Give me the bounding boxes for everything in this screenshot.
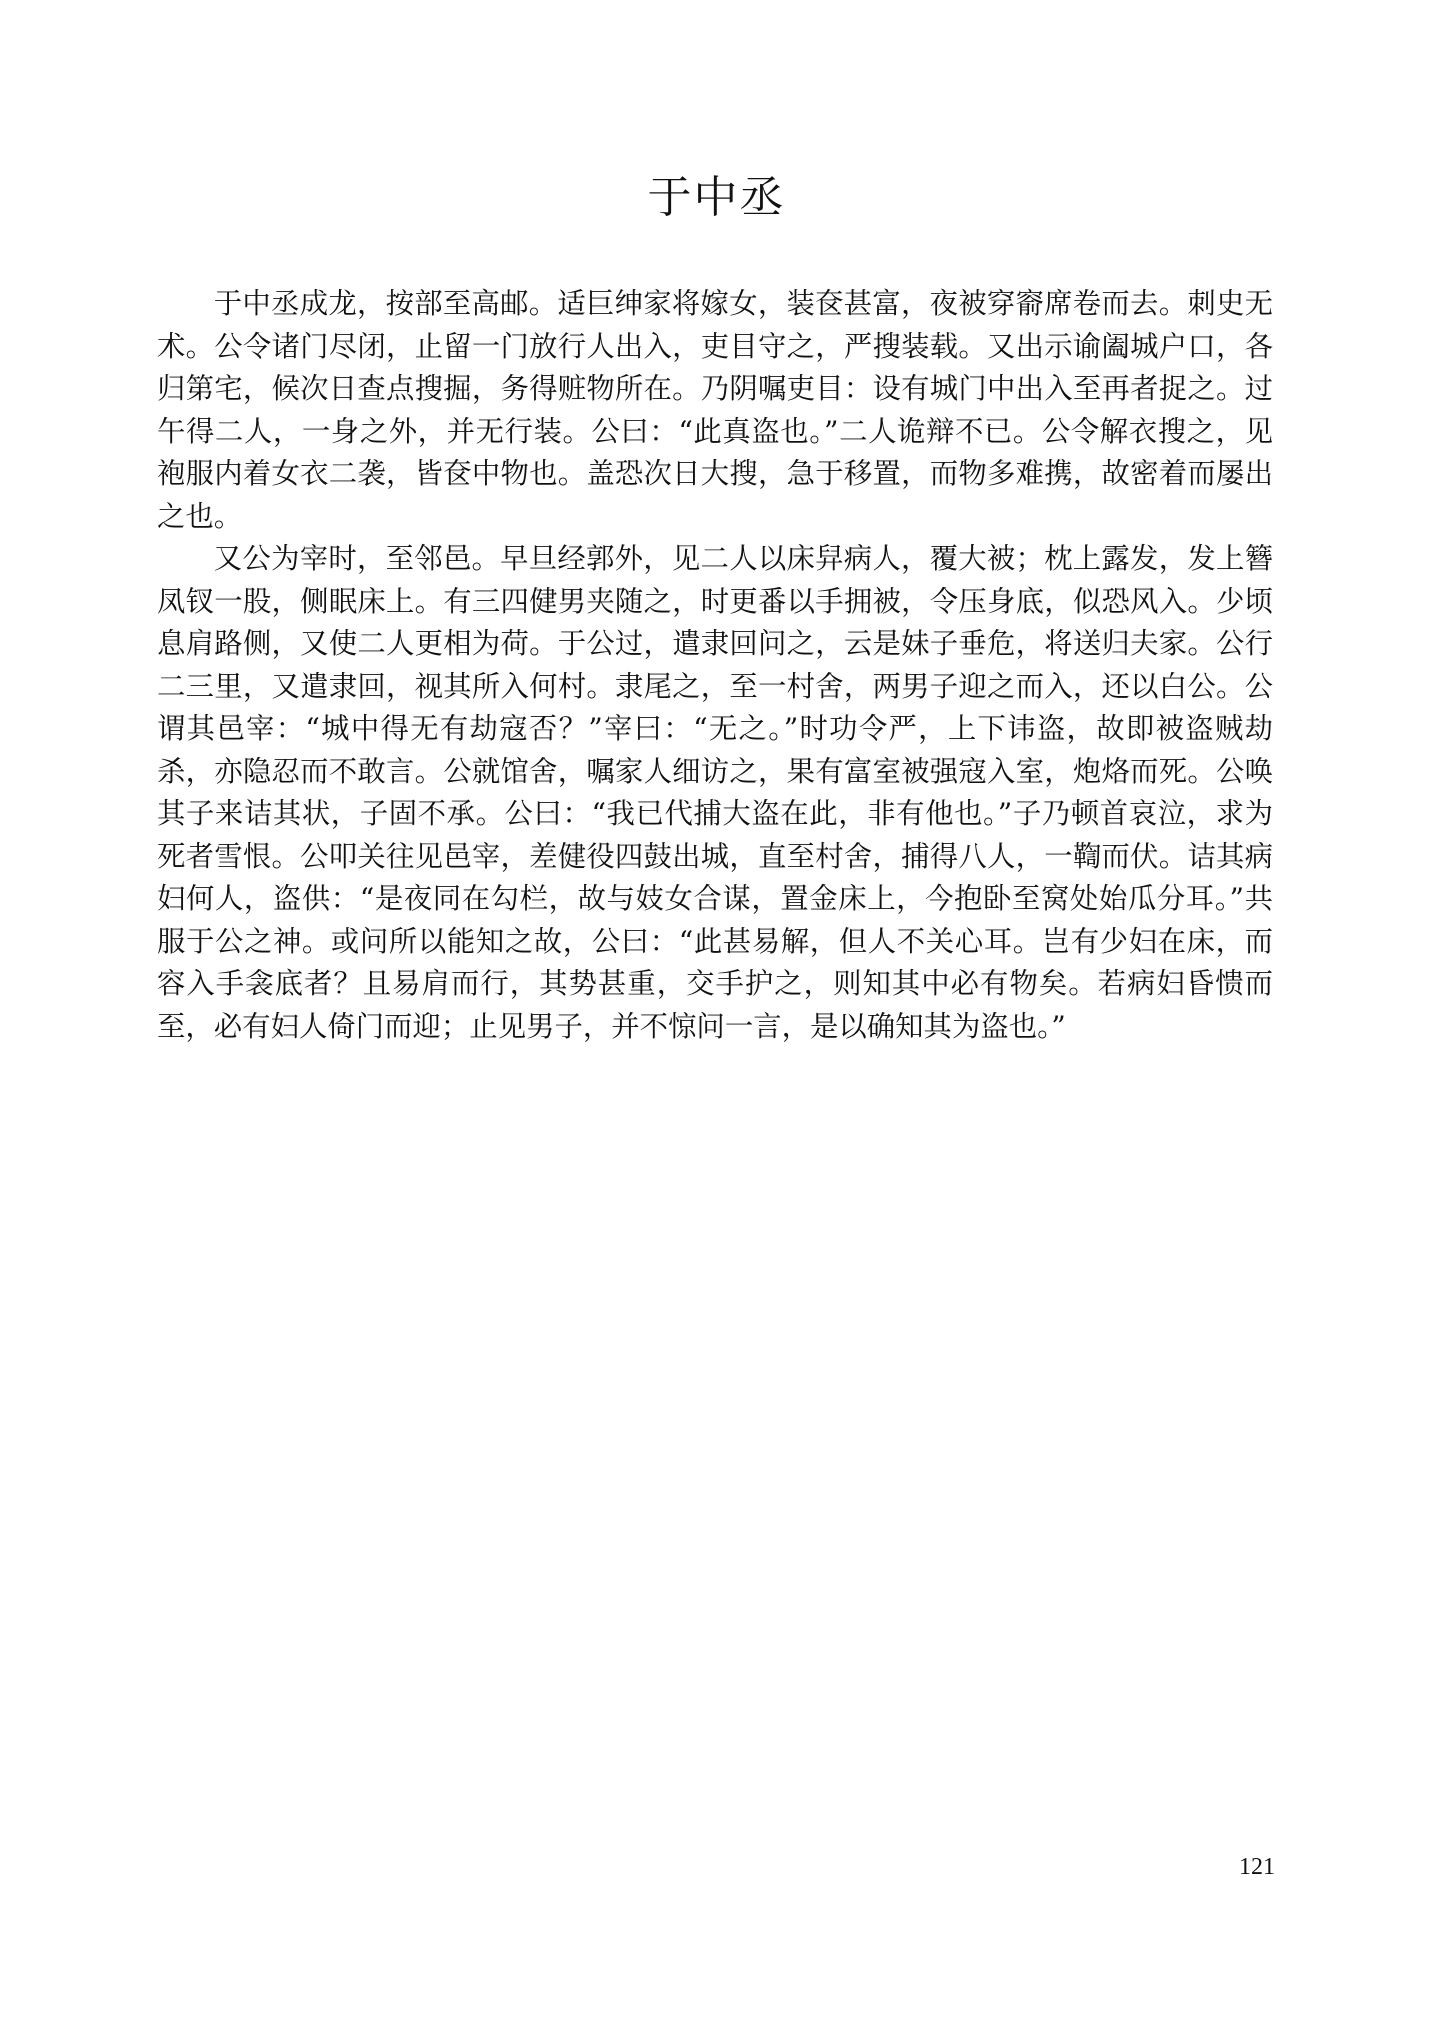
page-number: 121 — [1239, 1854, 1275, 1880]
body-text — [157, 283, 1273, 1048]
page-title: 于中丞 — [647, 172, 786, 223]
paragraph-1: 于中丞成龙，按部至高邮。适巨绅家将嫁女，装奁甚富，夜被穿窬席卷而去。刺史无术。公令诸门尽闭，止留一门放行人出入，吏目守之，严搜装载。又出示谕阖城户口，各归第宅，候次日查点搜掘，务得赃物所在。乃阴嘱吏目：设有城门中出入至再者捉之。过午得二人，一身之外，并无行装。公曰：“此真盗也。”二人诡辩不已。公令解衣搜之，见袍服内着女衣二袭，皆奁中物也。盖恐次日大搜，急于移置，而物多难携，故密着而屡出之也。 — [157, 287, 1273, 533]
paragraph-2: 又公为宰时，至邻邑。早旦经郭外，见二人以床舁病人，覆大被；枕上露发，发上簪凤钗一股，侧眠床上。有三四健男夹随之，时更番以手拥被，令压身底，似恐风入。少顷息肩路侧，又使二人更相为荷。于公过，遣隶回问之，云是妹子垂危，将送归夫家。公行二三里，又遣隶回，视其所入何村。隶尾之，至一村舍，两男子迎之而入，还以白公。公谓其邑宰：“城中得无有劫寇否？”宰曰：“无之。”时功令严，上下讳盗，故即被盗贼劫杀，亦隐忍而不敢言。公就馆舍，嘱家人细访之，果有富室被强寇入室，炮烙而死。公唤其子来诘其状，子固不承。公曰：“我已代捕大盗在此，非有他也。”子乃顿首哀泣，求为死者雪恨。公叩关往见邑宰，差健役四鼓出城，直至村舍，捕得八人，一鞫而伏。诘其病妇何人，盗供：“是夜同在勾栏，故与妓女合谋，置金床上，今抱卧至窝处始瓜分耳。”共服于公之神。或问所以能知之故，公曰：“此甚易解，但人不关心耳。岂有少妇在床，而容入手衾底者？且易肩而行，其势甚重，交手护之，则知其中必有物矣。若病妇昏愦而至，必有妇人倚门而迎；止见男子，并不惊问一言，是以确知其为盗也。” — [157, 542, 1273, 1043]
